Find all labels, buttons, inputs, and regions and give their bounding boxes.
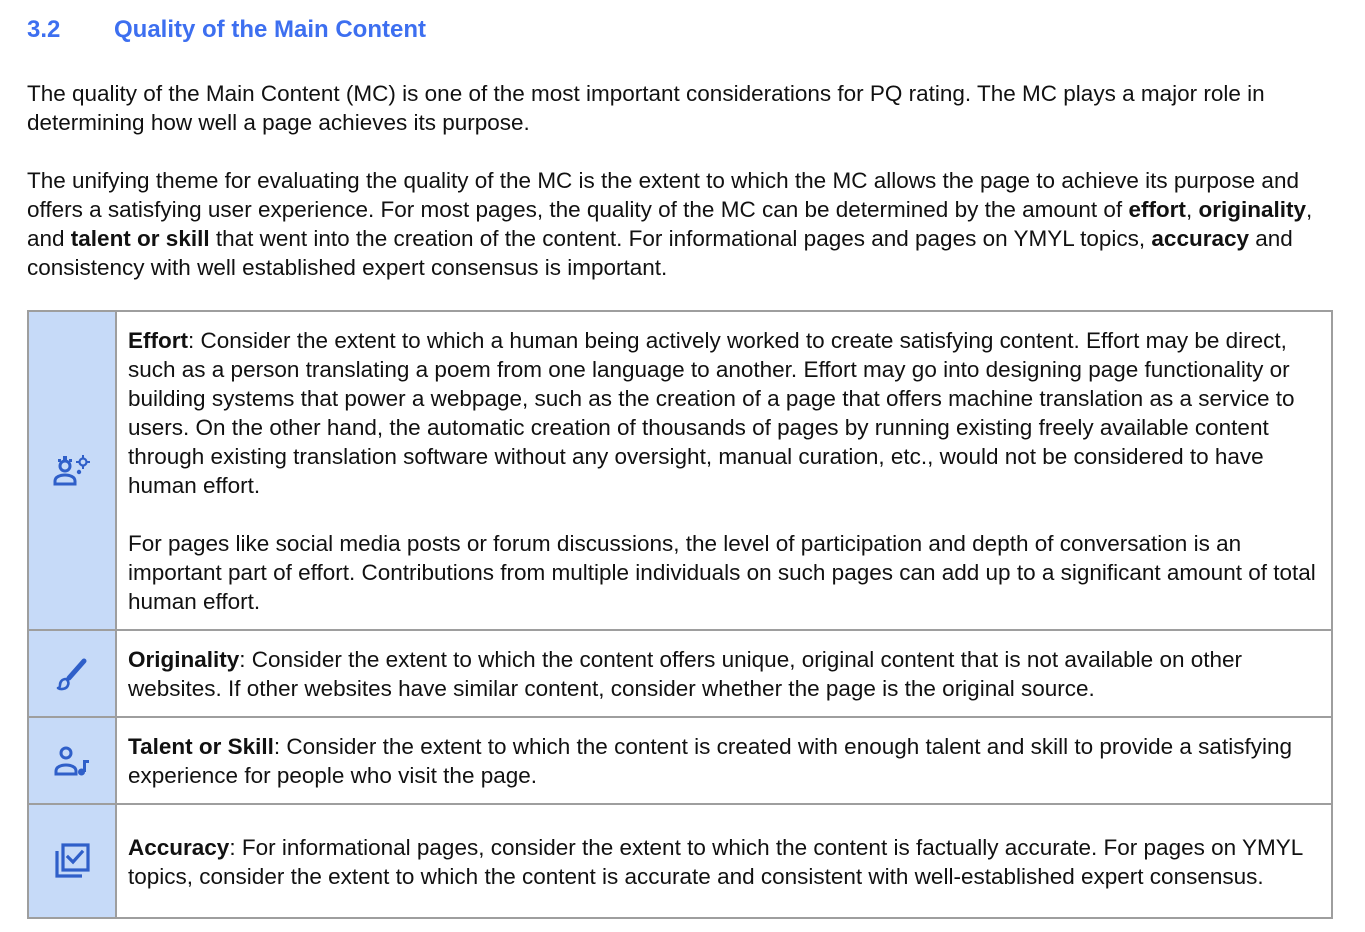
criteria-row-accuracy	[28, 804, 1332, 918]
section-number: 3.2	[27, 16, 61, 43]
criteria-row-originality	[28, 630, 1332, 717]
p2-term-effort: effort	[1128, 197, 1186, 222]
p2-text-5: and consistency with well established expert consensus is important.	[27, 226, 1293, 280]
intro-paragraph-1: The quality of the Main Content (MC) is one of the most important considerations for PQ rating. The MC plays a major role in determining how well a page achieves its purpose.	[27, 81, 1265, 135]
talent-paragraph	[128, 732, 1319, 790]
criteria-row-effort	[28, 311, 1332, 630]
criteria-term: Talent or Skill	[128, 734, 274, 759]
icon-cell	[28, 311, 116, 630]
p2-term-accuracy: accuracy	[1151, 226, 1250, 251]
p2-text-3: , and	[27, 197, 1313, 251]
criteria-description: : Consider the extent to which a human being actively worked to create satisfying content. Effort may be direct, such as a person translating a poem from one language to another. Effort may go into designing page functionality or building systems that power a webpage, such as the creation of a page that offers machine translation as a service to users. On the other hand, the automatic creation of thousands of pages by running existing freely available content through existing translation software without any oversight, manual curation, etc., would not be considered to have human effort.	[128, 328, 1295, 498]
criteria-text-effort	[116, 311, 1332, 630]
criteria-term: Originality	[128, 647, 240, 672]
paintbrush-icon	[54, 665, 90, 682]
icon-cell	[28, 630, 116, 717]
icon-cell	[28, 804, 116, 918]
criteria-row-talent	[28, 717, 1332, 804]
p2-text-1: The unifying theme for evaluating the quality of the MC is the extent to which the MC allows the page to achieve its purpose and offers a satisfying user experience. For most pages, the quality of the MC can be determined by the amount of	[27, 168, 1299, 222]
intro-paragraph-2	[27, 166, 1337, 282]
originality-paragraph	[128, 645, 1319, 703]
criteria-text-accuracy	[116, 804, 1332, 918]
person-gears-icon	[52, 462, 92, 479]
section-title: Quality of the Main Content	[114, 16, 426, 43]
p2-term-originality: originality	[1198, 197, 1306, 222]
criteria-table	[27, 310, 1333, 919]
p2-text-4: that went into the creation of the content. For informational pages and pages on YMYL topics,	[209, 226, 1152, 251]
criteria-description: : For informational pages, consider the extent to which the content is factually accurate. For pages on YMYL topics, consider the extent to which the content is accurate and consistent with well-established expert consensus.	[128, 834, 1303, 889]
person-music-icon	[54, 752, 90, 769]
p2-term-talent: talent or skill	[70, 226, 210, 251]
checklist-icon	[52, 852, 92, 869]
p2-text-2: ,	[1185, 197, 1199, 222]
section-heading	[27, 16, 426, 44]
criteria-term: Accuracy	[128, 834, 230, 860]
effort-paragraph-2: For pages like social media posts or forum discussions, the level of participation and depth of conversation is an important part of effort. Contributions from multiple individuals on such pages can add up to a significant amount of total human effort.	[128, 531, 1316, 614]
accuracy-paragraph	[128, 833, 1319, 891]
criteria-text-originality	[116, 630, 1332, 717]
effort-paragraph-1	[128, 326, 1319, 500]
criteria-text-talent	[116, 717, 1332, 804]
icon-cell	[28, 717, 116, 804]
criteria-description: : Consider the extent to which the content offers unique, original content that is not available on other websites. If other websites have similar content, consider whether the page is the original source.	[128, 647, 1243, 701]
criteria-term: Effort	[128, 328, 188, 353]
criteria-description: : Consider the extent to which the content is created with enough talent and skill to provide a satisfying experience for people who visit the page.	[128, 734, 1292, 788]
